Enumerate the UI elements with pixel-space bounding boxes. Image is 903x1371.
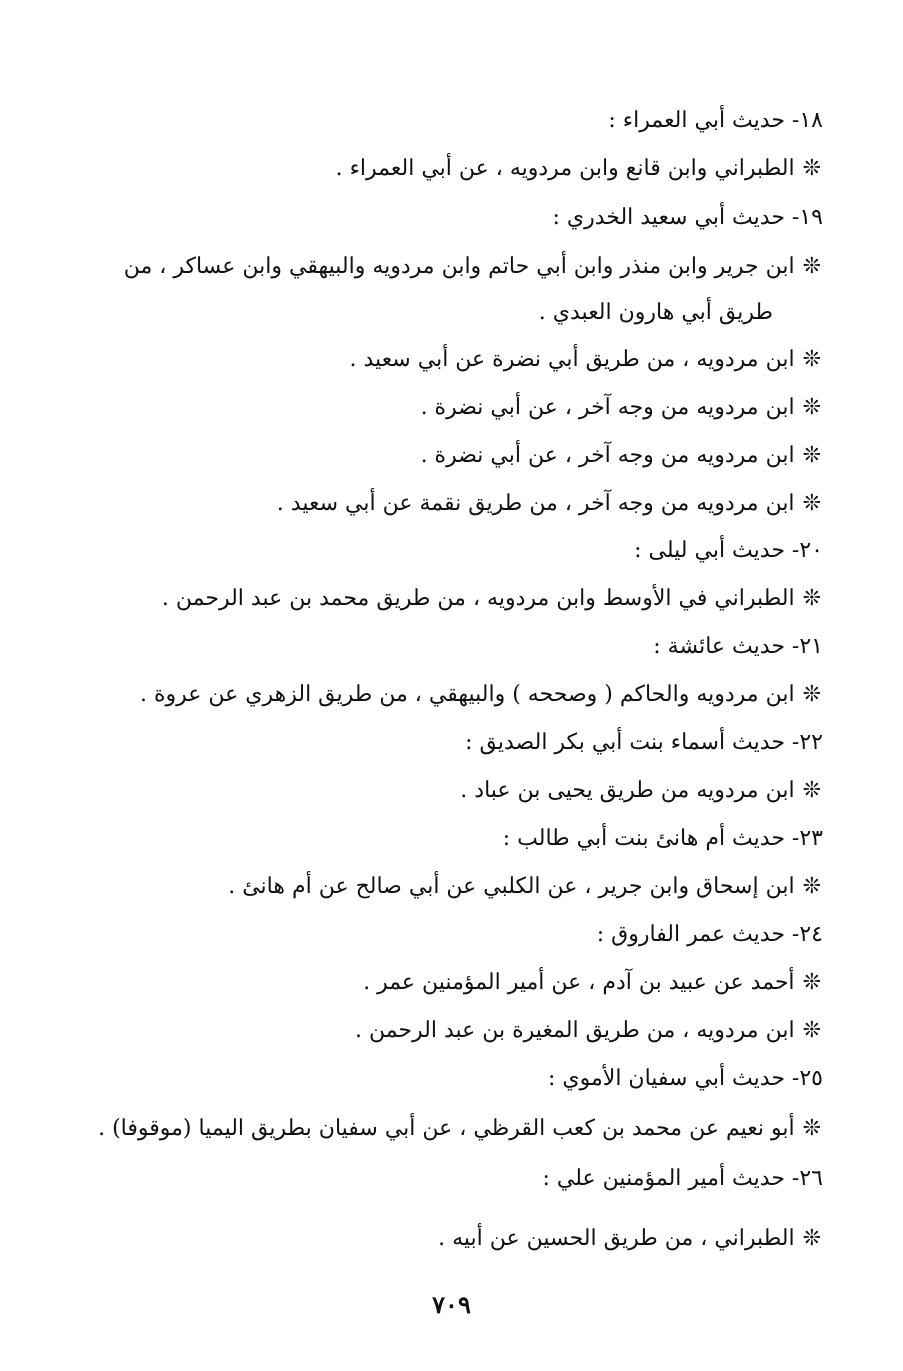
narration-item: ❊ابن مردويه ، من طريق المغيرة بن عبد الرحمن .: [354, 1018, 821, 1043]
bullet-icon: ❊: [802, 1226, 821, 1251]
narration-item: ❊ابن مردويه من وجه آخر ، عن أبي نضرة .: [420, 395, 821, 420]
bullet-icon: ❊: [802, 443, 821, 468]
bullet-icon: ❊: [802, 586, 821, 611]
hadith-heading: ١٨- حديث أبي العمراء :: [608, 108, 823, 133]
hadith-heading: ٢٠- حديث أبي ليلى :: [634, 538, 823, 563]
hadith-heading: ٢٤- حديث عمر الفاروق :: [596, 922, 823, 947]
narration-item: ❊الطبراني ، من طريق الحسين عن أبيه .: [438, 1226, 821, 1251]
bullet-icon: ❊: [802, 1116, 821, 1141]
bullet-icon: ❊: [802, 156, 821, 181]
hadith-heading: ٢٣- حديث أم هانئ بنت أبي طالب :: [502, 826, 823, 851]
bullet-icon: ❊: [802, 254, 821, 279]
hadith-heading: ٢٦- حديث أمير المؤمنين علي :: [542, 1166, 823, 1191]
narration-item: ❊ابن مردويه من وجه آخر ، عن أبي نضرة .: [420, 443, 821, 468]
hadith-heading: ٢٢- حديث أسماء بنت أبي بكر الصديق :: [465, 730, 823, 755]
bullet-icon: ❊: [802, 874, 821, 899]
narration-item: ❊الطبراني في الأوسط وابن مردويه ، من طريق محمد بن عبد الرحمن .: [161, 586, 821, 611]
bullet-icon: ❊: [802, 1018, 821, 1043]
narration-item: ❊ابن مردويه ، من طريق أبي نضرة عن أبي سعيد .: [349, 347, 821, 372]
bullet-icon: ❊: [802, 682, 821, 707]
narration-item: ❊الطبراني وابن قانع وابن مردويه ، عن أبي العمراء .: [335, 156, 821, 181]
hadith-heading: ١٩- حديث أبي سعيد الخدري :: [552, 205, 823, 230]
bullet-icon: ❊: [802, 491, 821, 516]
narration-item-continuation: طريق أبي هارون العبدي .: [538, 300, 773, 325]
narration-item: ❊ابن مردويه والحاكم ( وصححه ) والبيهقي ، من طريق الزهري عن عروة .: [140, 682, 821, 707]
bullet-icon: ❊: [802, 778, 821, 803]
narration-item: ❊أحمد عن عبيد بن آدم ، عن أمير المؤمنين عمر .: [363, 970, 821, 995]
page-number: ٧٠٩: [432, 1290, 471, 1319]
bullet-icon: ❊: [802, 395, 821, 420]
hadith-heading: ٢٥- حديث أبي سفيان الأموي :: [548, 1066, 823, 1091]
narration-item: ❊ابن إسحاق وابن جرير ، عن الكلبي عن أبي صالح عن أم هانئ .: [228, 874, 821, 899]
bullet-icon: ❊: [802, 347, 821, 372]
hadith-heading: ٢١- حديث عائشة :: [653, 634, 823, 659]
narration-item: ❊ابن مردويه من طريق يحيى بن عباد .: [460, 778, 821, 803]
bullet-icon: ❊: [802, 970, 821, 995]
narration-item: ❊أبو نعيم عن محمد بن كعب القرظي ، عن أبي سفيان بطريق اليميا (موقوفا) .: [98, 1116, 821, 1141]
narration-item: ❊ابن جرير وابن منذر وابن أبي حاتم وابن مردويه والبيهقي وابن عساكر ، من: [123, 254, 821, 279]
narration-item: ❊ابن مردويه من وجه آخر ، من طريق نقمة عن أبي سعيد .: [276, 491, 821, 516]
